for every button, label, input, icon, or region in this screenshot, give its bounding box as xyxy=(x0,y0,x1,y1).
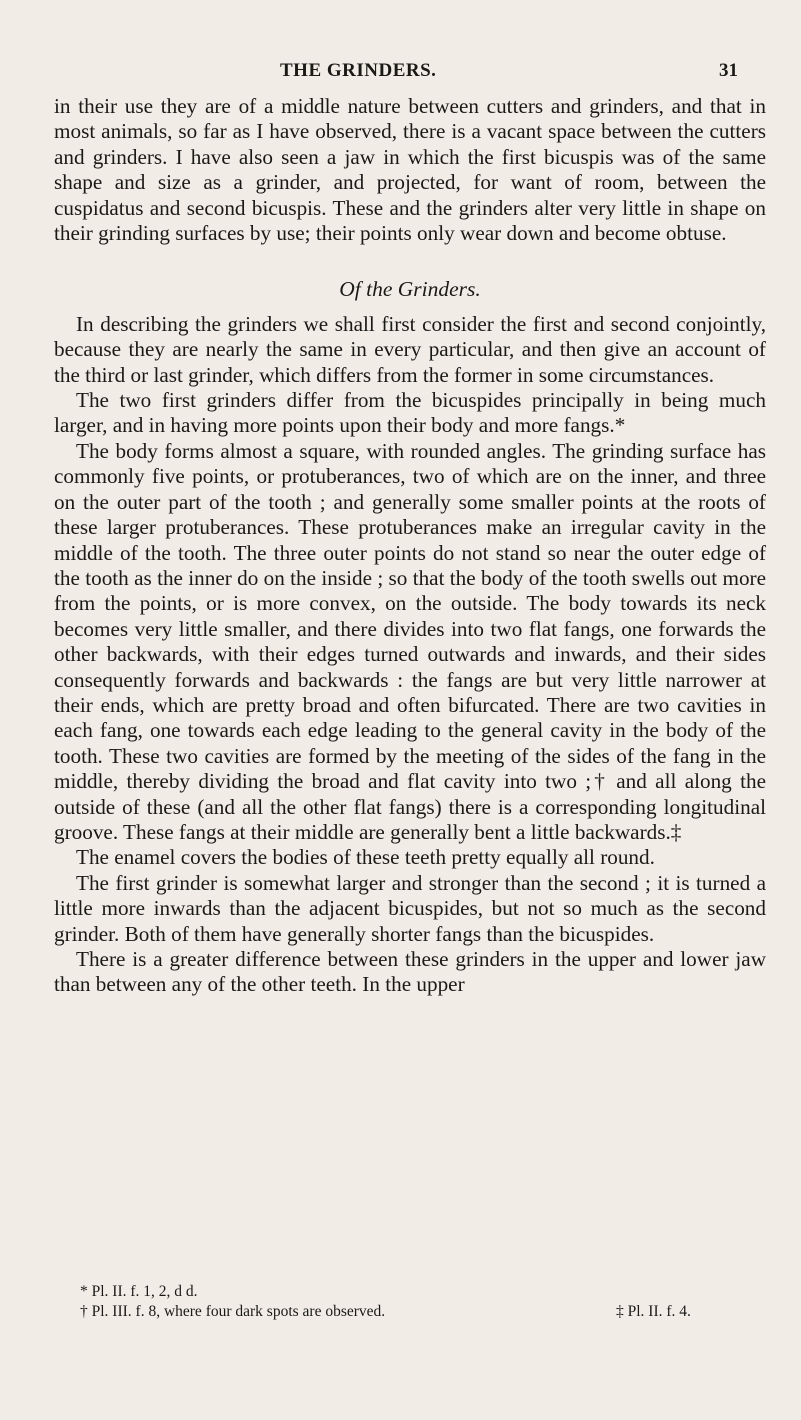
footnote-row-1 xyxy=(80,1282,760,1302)
body-text xyxy=(54,94,766,998)
footnotes xyxy=(80,1282,760,1322)
footnote-row-2 xyxy=(80,1302,760,1322)
page-number: 31 xyxy=(719,60,738,81)
paragraph-3: The two first grinders differ from the bicuspides principally in being much larger, and in having more points upon their body and more fangs.* xyxy=(54,388,766,438)
footnote-3: ‡ Pl. II. f. 4. xyxy=(616,1303,691,1320)
paragraph-7: There is a greater difference between these grinders in the upper and lower jaw than between any of the other teeth. In the upper xyxy=(54,947,766,997)
section-heading: Of the Grinders. xyxy=(339,277,481,302)
paragraph-1: in their use they are of a middle nature between cutters and grinders, and that in most animals, so far as I have observed, there is a vacant space between the cutters and grinders. I have also seen a jaw in which the first bicuspis was of the same shape and size as a grinder, and projected, for want of room, between the cuspidatus and second bicuspis. These and the grinders alter very little in shape on their grinding surfaces by use; their points only wear down and become obtuse. xyxy=(54,94,766,246)
footnote-2: † Pl. III. f. 8, where four dark spots are observed. xyxy=(80,1303,386,1320)
paragraph-2: In describing the grinders we shall first consider the first and second conjointly, because they are nearly the same in every particular, and then give an account of the third or last grinder, which differs from the former in some circumstances. xyxy=(54,311,766,387)
footnote-1: * Pl. II. f. 1, 2, d d. xyxy=(80,1283,198,1300)
paragraph-5: The enamel covers the bodies of these teeth pretty equally all round. xyxy=(76,845,655,870)
running-head xyxy=(280,60,750,84)
paragraph-6: The first grinder is somewhat larger and stronger than the second ; it is turned a little more inwards than the adjacent bicuspides, but not so much as the second grinder. Both of them have generally shorter fangs than the bicuspides. xyxy=(54,870,766,946)
paragraph-4: The body forms almost a square, with rounded angles. The grinding surface has commonly five points, or protuberances, two of which are on the inner, and three on the outer part of the tooth ; and generally some smaller points at the roots of these larger protuberances. These protuberances make an irregular cavity in the middle of the tooth. The three outer points do not stand so near the outer edge of the tooth as the inner do on the inside ; so that the body of the tooth swells out more from the points, or is more convex, on the outside. The body towards its neck becomes very little smaller, and there divides into two flat fangs, one forwards the other backwards, with their edges turned outwards and inwards, and their sides consequently forwards and backwards : the fangs are but very little narrower at their ends, which are pretty broad and often bifurcated. There are two cavities in each fang, one towards each edge leading to the general cavity in the body of the tooth. These two cavities are formed by the meeting of the sides of the fang in the middle, thereby dividing the broad and flat cavity into two ;† and all along the outside of these (and all the other flat fangs) there is a corresponding longitudinal groove. These fangs at their middle are generally bent a little backwards.‡ xyxy=(54,438,766,844)
running-title: THE GRINDERS. xyxy=(280,60,437,81)
